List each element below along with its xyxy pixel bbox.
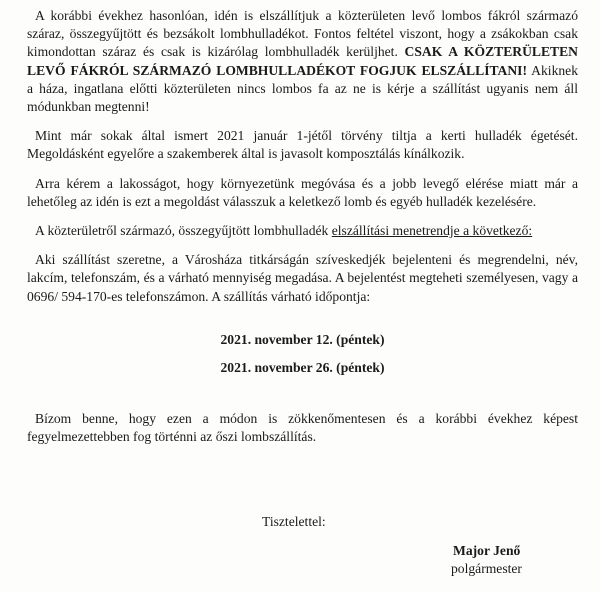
collection-date-2: 2021. november 26. (péntek) — [220, 360, 385, 376]
signature-block — [451, 542, 522, 578]
intro-emphasis: CSAK A KÖZTERÜLETEN LEVŐ FÁKRÓL SZÁRMAZÓ LOMBHULLADÉKOT FOGJUK ELSZÁLLÍTANI! — [27, 44, 578, 78]
paragraph-schedule-intro — [27, 222, 578, 240]
collection-date-1: 2021. november 12. (péntek) — [220, 331, 385, 347]
collection-dates — [27, 331, 578, 377]
signer-title: polgármester — [451, 561, 522, 577]
greeting: Tisztelettel: — [262, 514, 326, 529]
paragraph-intro — [27, 7, 578, 116]
paragraph-request: Arra kérem a lakosságot, hogy környezetünk megóvása és a jobb levegő elérése miatt már a lehetőleg az idén is ezt a megoldást válasszuk a keletkező lomb és egyéb hulladék kezelésére. — [27, 175, 578, 209]
paragraph-closing: Bízom benne, hogy ezen a módon is zökkenőmentesen és a korábbi évekhez képest fegyelmezettebben fog történni az őszi lombszállítás. — [27, 411, 578, 445]
schedule-intro-underlined: elszállítási menetrendje a következő: — [331, 223, 533, 239]
intro-text-cont: Akiknek a háza, ingatlana előtti közterületen nincs lombos fa az ne is kérje a szállítást ugyanis nem áll módunkban megtenni! — [27, 62, 578, 115]
signer-name: Major Jenő — [453, 543, 521, 558]
intro-text: A korábbi évekhez hasonlóan, idén is elszállítjuk a közterületen levő lombos fákról származó száraz, összegyűjtött és bezsákolt lombhulladékot. Fontos feltétel viszont, hogy a zsákokban csak kimondottan száraz és csak is kizárólag lombhulladék kerüljhet. — [27, 8, 578, 60]
paragraph-instructions: Aki szállítást szeretne, a Városháza titkárságán szíveskedjék bejelenteni és megrendelni, név, lakcím, telefonszám, és a várható mennyiség megadása. A bejelentést megteheti személyesen, vagy a 0696/ 594-170-es telefonszámon. A szállítás várható időpontja: — [27, 252, 578, 304]
schedule-intro-text: A közterületről származó, összegyűjtött lombhulladék — [35, 223, 332, 239]
paragraph-law: Mint már sokak által ismert 2021 január 1-jétől törvény tiltja a kerti hulladék égetését. Megoldásként egyelőre a szakemberek által is javasolt komposztálás kínálkozik. — [27, 128, 578, 162]
